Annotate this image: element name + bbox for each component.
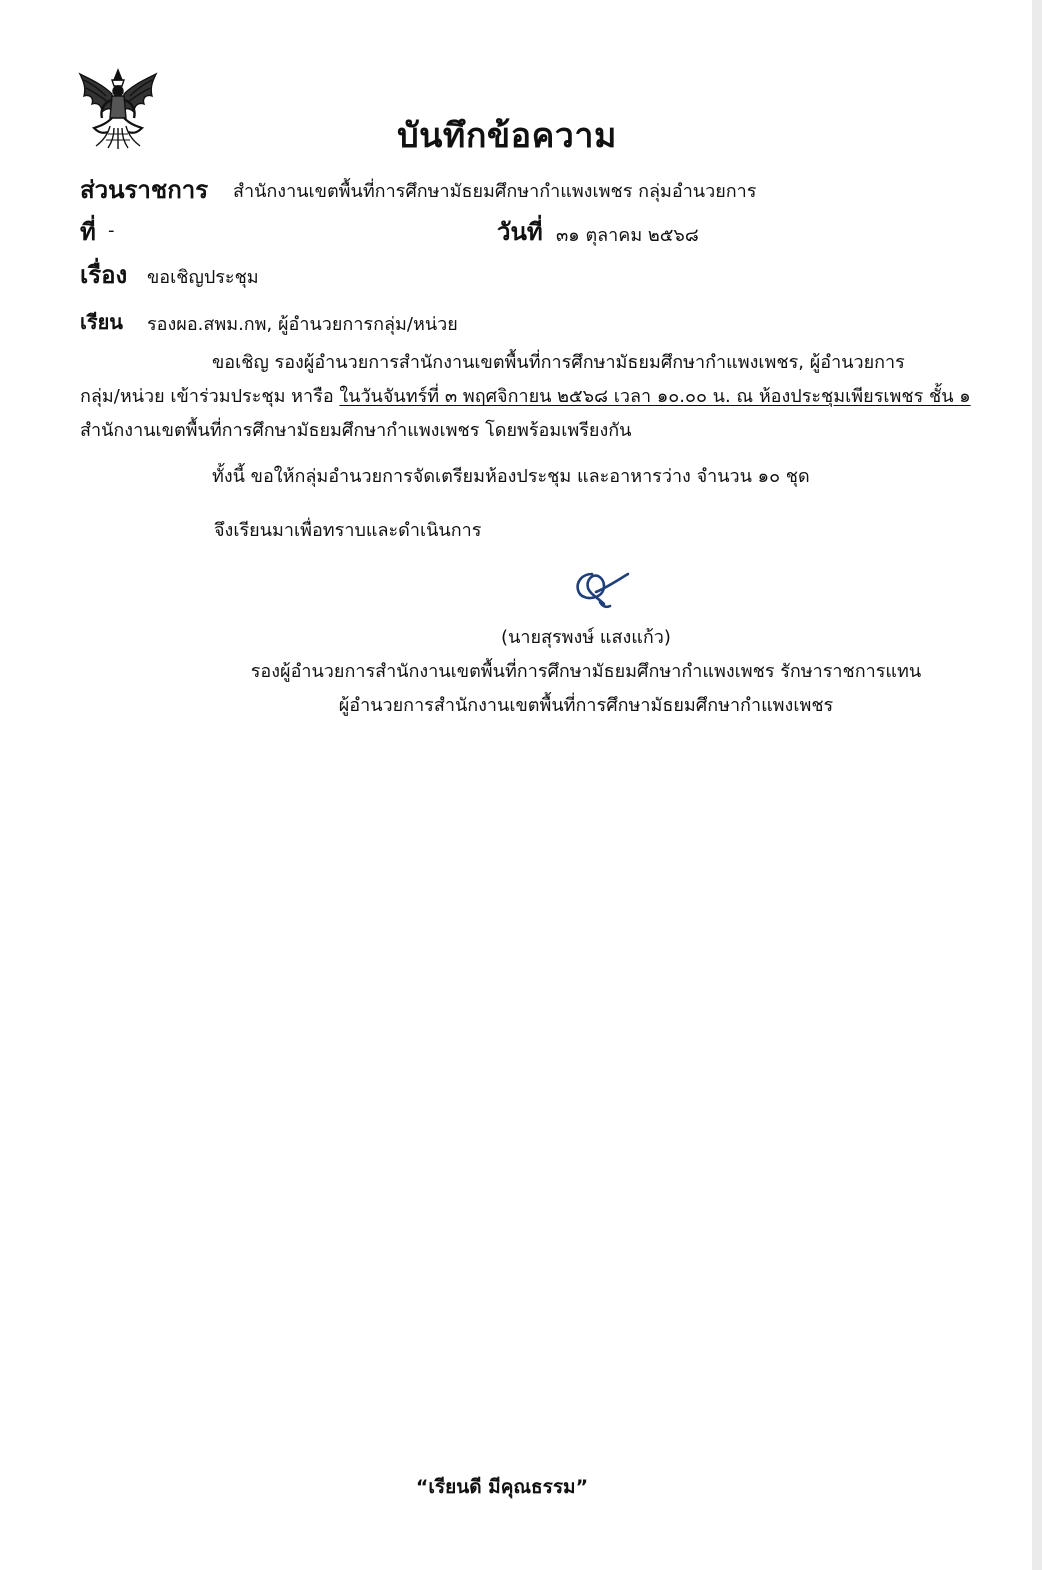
school-motto: “เรียนดี มีคุณธรรม”: [415, 1476, 589, 1498]
date-value: ๓๑ ตุลาคม ๒๕๖๘: [556, 225, 699, 246]
signer-name: (นายสุรพงษ์ แสงแก้ว): [501, 627, 671, 648]
division-label: ส่วนราชการ: [80, 176, 209, 204]
body-plain-text: กลุ่ม/หน่วย เข้าร่วมประชุม หารือ: [80, 386, 340, 407]
body-paragraph-1-line-3: สำนักงานเขตพื้นที่การศึกษามัธยมศึกษากำแพงเพชร โดยพร้อมเพรียงกัน: [80, 420, 632, 441]
number-label: ที่: [80, 218, 96, 246]
division-value: สำนักงานเขตพื้นที่การศึกษามัธยมศึกษากำแพงเพชร กลุ่มอำนวยการ: [233, 181, 757, 202]
date-label: วันที่: [497, 218, 543, 246]
number-value: -: [108, 220, 115, 241]
closing-line: จึงเรียนมาเพื่อทราบและดำเนินการ: [214, 520, 482, 541]
body-paragraph-2: ทั้งนี้ ขอให้กลุ่มอำนวยการจัดเตรียมห้องประชุม และอาหารว่าง จำนวน ๑๐ ชุด: [212, 466, 810, 487]
subject-label: เรื่อง: [80, 261, 128, 289]
memo-title: บันทึกข้อความ: [397, 116, 617, 156]
division-row: [80, 170, 208, 209]
meeting-datetime-underlined: ในวันจันทร์ที่ ๓ พฤศจิกายน ๒๕๖๘ เวลา ๑๐.๐๐ น. ณ ห้องประชุมเพียรเพชร ชั้น ๑: [339, 386, 971, 407]
to-label: เรียน: [80, 310, 123, 334]
subject-value: ขอเชิญประชุม: [147, 267, 259, 288]
handwritten-signature: [570, 566, 634, 610]
scrollbar-gutter[interactable]: [1032, 0, 1042, 1570]
body-paragraph-1-line-1: ขอเชิญ รองผู้อำนวยการสำนักงานเขตพื้นที่การศึกษามัธยมศึกษากำแพงเพชร, ผู้อำนวยการ: [212, 352, 905, 373]
to-value: รองผอ.สพม.กพ, ผู้อำนวยการกลุ่ม/หน่วย: [147, 314, 458, 335]
signer-position-line-1: รองผู้อำนวยการสำนักงานเขตพื้นที่การศึกษามัธยมศึกษากำแพงเพชร รักษาราชการแทน: [250, 661, 922, 682]
signer-position-line-2: ผู้อำนวยการสำนักงานเขตพื้นที่การศึกษามัธยมศึกษากำแพงเพชร: [338, 695, 834, 716]
body-paragraph-1-line-2: [80, 380, 971, 414]
